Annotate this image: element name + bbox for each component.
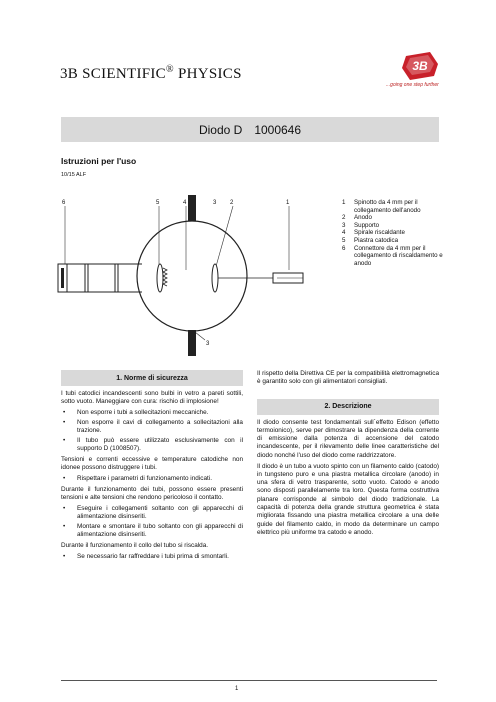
section-heading-description: 2. Descrizione <box>257 399 439 415</box>
title-bar <box>61 117 439 142</box>
list-item: • Il tubo può essere utilizzato esclusivamente con il supporto D (1008507). <box>63 436 243 453</box>
logo-text: 3B <box>412 59 428 73</box>
diagram-label-5: 5 <box>156 200 160 206</box>
legend-item: 3 Supporto <box>342 221 380 229</box>
brand-title: 3B SCIENTIFIC® PHYSICS <box>60 64 242 82</box>
page-number: 1 <box>235 686 239 692</box>
safety-list <box>61 475 243 483</box>
diagram-label-1: 1 <box>286 200 290 206</box>
diode-diagram <box>55 192 315 357</box>
safety-list <box>61 553 243 561</box>
legend <box>342 199 447 267</box>
safety-list <box>61 409 243 453</box>
description-paragraph: Il diodo consente test fondamentali sull´effetto Edison (effetto termoionico), serve per dimostrare la dipendenza della corrente di emissione dalla potenza di accensione del catodo incandescente, per il rilevamento delle linee caratteristiche del diodo nonché l'uso del diodo come raddrizzatore. <box>257 418 439 459</box>
left-column <box>61 370 243 564</box>
section-heading-safety: 1. Norme di sicurezza <box>61 370 243 386</box>
3b-logo <box>400 50 442 86</box>
safety-intro: I tubi catodici incandescenti sono bulbi in vetro a pareti sottili, sotto vuoto. Maneggiare con cura: rischio di implosione! <box>61 390 243 406</box>
product-name: Diodo D <box>198 122 243 137</box>
emc-paragraph: Il rispetto della Direttiva CE per la compatibilità elettromagnetica è garantito solo con gli alimentatori consigliati. <box>257 370 439 386</box>
list-item: • Se necessario far raffreddare i tubi prima di smontarli. <box>63 553 229 561</box>
diagram-label-2: 2 <box>230 200 234 206</box>
footer-rule <box>61 680 437 681</box>
legend-item: 6 Connettore da 4 mm per il collegamento di riscaldamento e anodo <box>342 244 443 267</box>
safety-paragraph: Tensioni e correnti eccessive e temperature catodiche non idonee possono distruggere i tubi. <box>61 456 243 472</box>
safety-list <box>61 505 243 540</box>
legend-item: 1 Spinotto da 4 mm per il collegamento dell'anodo <box>342 199 421 214</box>
diagram-label-4: 4 <box>183 200 187 206</box>
list-item: • Montare e smontare il tubo soltanto con gli apparecchi di alimentazione disinseriti. <box>63 523 243 539</box>
legend-item: 2 Anodo <box>342 214 372 222</box>
list-item: • Non esporre i tubi a sollecitazioni meccaniche. <box>63 409 209 417</box>
list-item: • Rispettare i parametri di funzionamento indicati. <box>63 475 212 483</box>
tagline: ...going one step further <box>386 82 439 88</box>
product-number: 1000646 <box>254 122 302 137</box>
safety-paragraph: Durante il funzionamento il collo del tubo si riscalda. <box>61 542 209 550</box>
diagram-label-3: 3 <box>213 200 217 206</box>
diagram-label-6: 6 <box>62 200 66 206</box>
safety-paragraph: Durante il funzionamento dei tubi, possono essere presenti tensioni e alte tensioni che rendono pericoloso il contatto. <box>61 485 243 502</box>
legend-item: 4 Spirale riscaldante <box>342 229 405 237</box>
list-item: • Eseguire i collegamenti soltanto con gli apparecchi di alimentazione disinseriti. <box>63 505 243 521</box>
list-item: • Non esporre il cavi di collegamento a sollecitazioni alla trazione. <box>63 418 243 435</box>
right-column <box>257 370 439 540</box>
doc-code: 10/15 ALF <box>61 172 87 178</box>
diagram-label-3-bottom: 3 <box>206 341 210 347</box>
legend-item: 5 Piastra catodica <box>342 236 399 244</box>
description-paragraph: Il diodo è un tubo a vuoto spinto con un filamento caldo (catodo) in tungsteno puro e una piastra metallica circolare (anodo) in una sfera di vetro trasparente, sotto vuoto. Catodo e anodo sono disposti parallelamente tra loro. Questa forma costruttiva planare corrisponde al simbolo del diodo tradizionale. La capacità di potenza della grande struttura geometrica è stata migliorata fissando una piastra metallica circolare a una delle guide del filamento caldo, in modo da determinare un campo elettrico più uniforme tra catodo e anodo. <box>257 462 439 536</box>
subtitle: Istruzioni per l'uso <box>61 156 137 166</box>
